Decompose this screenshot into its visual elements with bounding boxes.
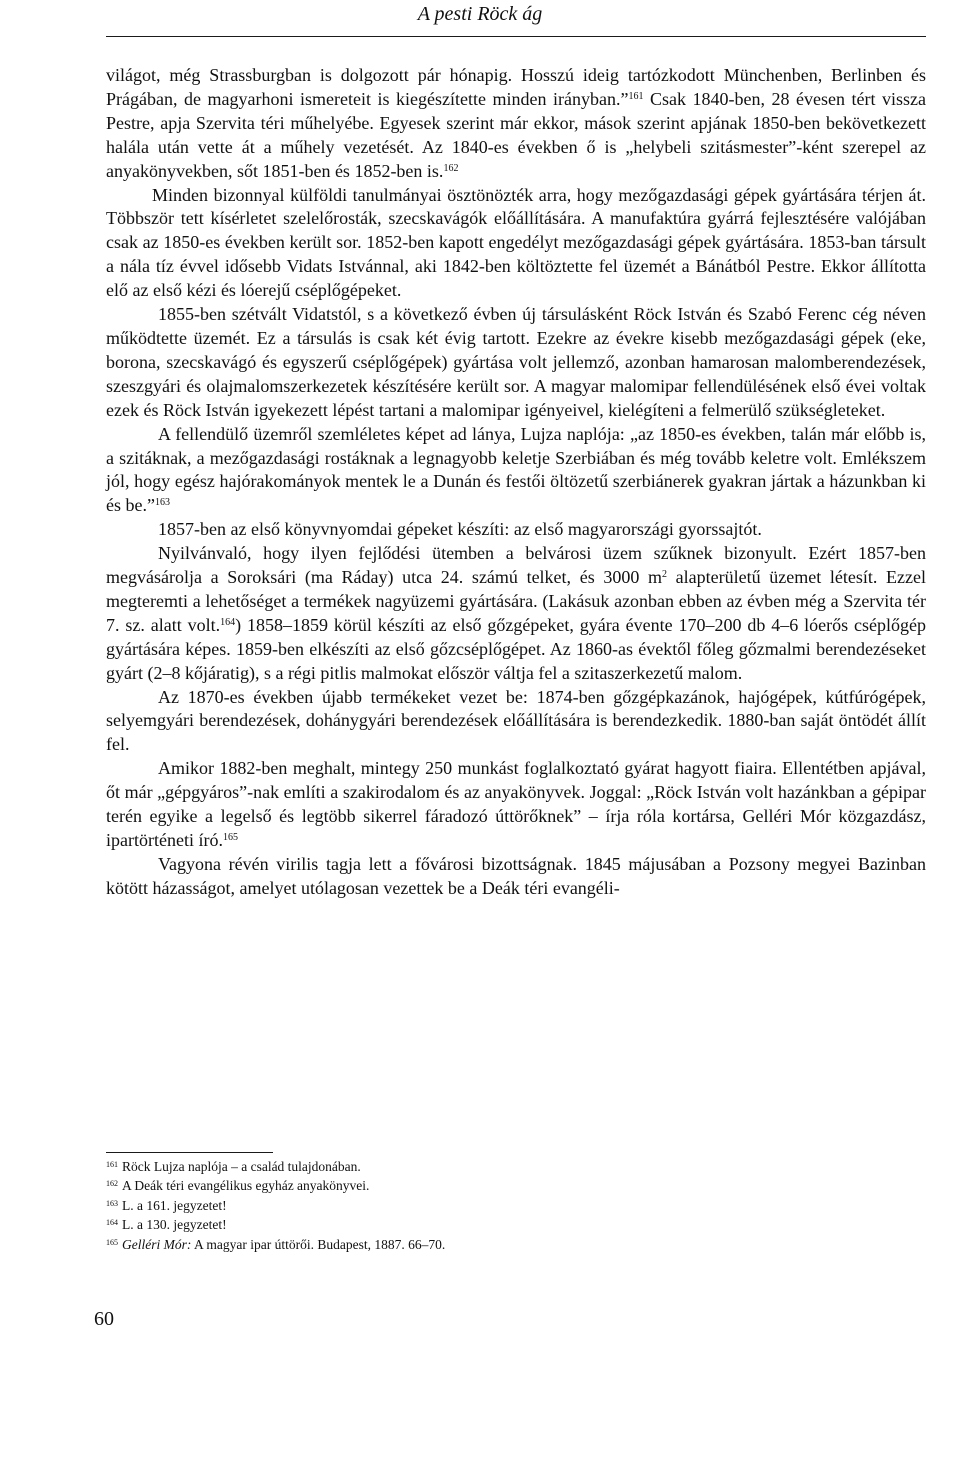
footnote xyxy=(106,1196,926,1215)
footnotes xyxy=(106,1157,926,1254)
paragraph xyxy=(106,184,926,304)
paragraph-text: A fellendülő üzemről szemléletes képet ad lánya, Lujza naplója: „az 1850-es években, talán már előbb is, a szitáknak, a mezőgazdasági rostáknak a legnagyobb keletje Szerbiában és még tovább keletre volt. Emlékszem jól, hogy egész hajórakományok mentek le a Dunán és festői öltözetű szerbiánerek gyakran jártak a házunkban ki és be.” xyxy=(106,423,926,516)
paragraph-text: Az 1870-es években újabb termékeket vezet be: 1874-ben gőzgépkazánok, hajógépek, kútfúrógépek, selyemgyári berendezések, dohánygyári berendezések előállítására is berendezkedik. 1880-ban saját öntödét állít fel. xyxy=(106,686,926,755)
paragraph xyxy=(106,64,926,184)
footnote-reference: 163 xyxy=(154,497,170,509)
paragraph xyxy=(106,542,926,685)
paragraph-text: ) 1858–1859 körül készíti az első gőzgépeket, gyára évente 170–200 db 4–6 lóerős cséplőgép gyártására képes. 1859-ben elkészíti az első gőzcséplőgépet. Az 1860-as évektől főleg gőzmalmi berendezéseket gyárt (2–8 kőjáratig), s a régi pitlis malmokat először váltja fel a szitaszerkezetű malom. xyxy=(106,614,926,683)
paragraph-text: Nyilvánvaló, hogy ilyen fejlődési ütemben a belvárosi üzem szűknek bizonyult. Ezért 1857-ben megvásárolja a Soroksári (ma Ráday) utca 24. számú telket, és 3000 m xyxy=(106,543,926,588)
footnote-text: L. a 130. jegyzetet! xyxy=(122,1217,227,1233)
paragraph-text: alapterületű üzemet létesít. Ezzel megteremti a lehetőséget a termékek nagyüzemi gyártására. (Lakásuk azonban ebben az évben még a Szervita tér 7. sz. alatt volt. xyxy=(106,567,926,635)
body-text xyxy=(106,64,926,901)
footnote-reference: 161 xyxy=(628,90,644,102)
paragraph xyxy=(106,757,926,853)
footnote-text: A magyar ipar úttörői. Budapest, 1887. 66–70. xyxy=(191,1236,446,1252)
footnote-reference: 164 xyxy=(220,616,236,628)
paragraph-text: Vagyona révén virilis tagja lett a fővárosi bizottságnak. 1845 májusában a Pozsony megyei Bazinban kötött házasságot, amelyet utólagosan vezettek be a Deák téri evangéli- xyxy=(106,853,926,898)
page-number: 60 xyxy=(94,1308,114,1330)
footnote-number: 164 xyxy=(106,1218,118,1228)
paragraph-text: Minden bizonnyal külföldi tanulmányai ösztönözték arra, hogy mezőgazdasági gépek gyártására térjen át. Többször tett kísérletet szelelőrosták, szecskavágók előállítására. A manufaktúra gyárrá fejlesztésére valójában csak az 1850-es években került sor. 1852-ben kapott engedélyt mezőgazdasági gépek gyártására. 1853-ban társult a nála tíz évvel idősebb Vidats Istvánnal, aki 1842-ben költöztette fel üzemét a Bánátból Pestre. Ekkor állította elő az első kézi és lóerejű cséplőgépeket. xyxy=(106,184,926,301)
footnote-reference: 165 xyxy=(222,832,238,843)
footnote xyxy=(106,1215,926,1234)
paragraph xyxy=(106,686,926,758)
paragraph xyxy=(106,518,926,542)
footnote-reference: 2 xyxy=(662,569,667,581)
footnote-author: Gelléri Mór: xyxy=(122,1236,192,1252)
footnote xyxy=(106,1176,926,1195)
running-header: A pesti Röck ág xyxy=(417,3,543,25)
footnote-text: Röck Lujza naplója – a család tulajdonában. xyxy=(122,1159,361,1174)
paragraph xyxy=(106,853,926,901)
paragraph-text: 1857-ben az első könyvnyomdai gépeket készíti: az első magyarországi gyorssajtót. xyxy=(158,519,762,540)
paragraph xyxy=(106,423,926,519)
header-rule xyxy=(106,36,926,37)
footnote xyxy=(106,1157,926,1176)
footnote-text: L. a 161. jegyzetet! xyxy=(122,1197,227,1213)
paragraph xyxy=(106,303,926,423)
footnote-number: 163 xyxy=(106,1198,118,1208)
paragraph-text: Csak 1840-ben, 28 évesen tért vissza Pestre, apja Szervita téri műhelyébe. Egyesek szerint már ekkor, mások szerint apjának 1850-ben bekövetkezett halála után vette át a műhely vezetését. Az 1840-es években ő is „helybeli szitásmester”-ként szerepel az anyakönyvekben, sőt 1851-ben és 1852-ben is. xyxy=(106,88,926,181)
footnote-number: 161 xyxy=(106,1160,118,1169)
paragraph-text: világot, még Strassburgban is dolgozott pár hónapig. Hosszú ideig tartózkodott Münchenben, Berlinben és Prágában, de magyarhoni ismereteit is kiegészítette minden irányban.” xyxy=(106,65,926,109)
paragraph-text: 1855-ben szétvált Vidatstól, s a következő évben új társulásként Röck István és Szabó Ferenc cég néven működtette üzemét. Ez a társulás is csak két évig tartott. Ezekre az évekre kisebb mezőgazdasági gépek (eke, borona, szecskavágó és egyszerű cséplőgépek) gyártása volt jellemző, azonban hamarosan malomberendezések, szeszgyári és olajmalomszerkezetek készítésére került sor. A magyar malomipar fellendülésének első évei voltak ezek és Röck István igyekezett lépést tartani a malomipar igényeivel, kielégíteni a felmerülő szükségleteket. xyxy=(106,304,926,420)
footnote-number: 162 xyxy=(106,1179,118,1189)
footnote-number: 165 xyxy=(106,1237,118,1247)
footnote-reference: 162 xyxy=(443,162,459,174)
paragraph-text: Amikor 1882-ben meghalt, mintegy 250 munkást foglalkoztató gyárat hagyott fiaira. Ellentétben apjával, őt már „gépgyáros”-nak említi a szakirodalom és az anyakönyvek. Joggal: „Röck István volt hazánkban a gépipar terén egyike a legelső és legtöbb sikerrel fáradozó úttörőknek” – írja róla kortársa, Gelléri Mór közgazdász, ipartörténeti író. xyxy=(106,758,926,850)
footnote-rule xyxy=(106,1152,273,1153)
footnote xyxy=(106,1235,926,1254)
footnote-text: A Deák téri evangélikus egyház anyakönyvei. xyxy=(122,1178,370,1194)
